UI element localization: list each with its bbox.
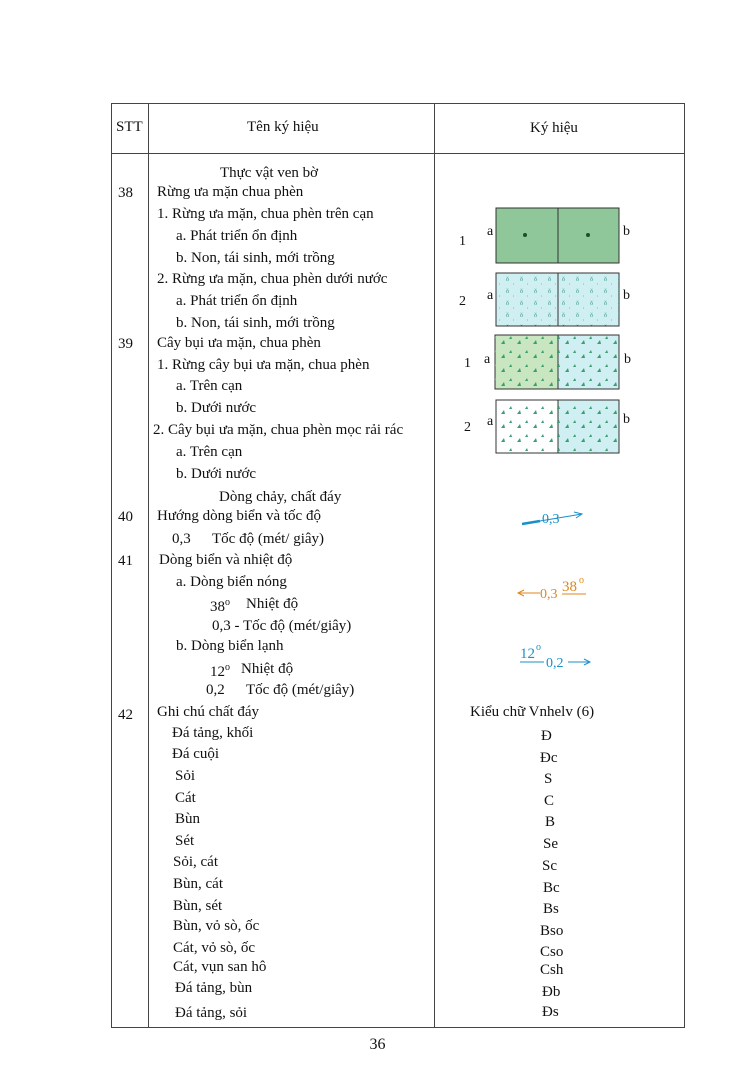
svg-text:38: 38 — [562, 579, 577, 595]
sediment-name: Bùn, vỏ sò, ốc — [173, 918, 260, 934]
sediment-name: Bùn, cát — [173, 876, 223, 892]
sediment-code: Đb — [542, 984, 561, 1000]
sediment-name: Đá tảng, khối — [172, 725, 254, 741]
row-41-warm-speed: 0,3 - Tốc độ (mét/giây) — [212, 618, 352, 634]
row-40-value: 0,3 — [172, 531, 191, 547]
row-39-item-1: 1. Rừng cây bụi ưa mặn, chua phèn — [157, 357, 370, 373]
symbol-39-2-number: 2 — [464, 420, 471, 435]
sediment-code: Đs — [542, 1004, 559, 1020]
header-name: Tên ký hiệu — [247, 119, 319, 135]
sediment-code: Se — [543, 836, 558, 852]
row-39-item-2: 2. Cây bụi ưa mặn, chua phèn mọc rải rác — [153, 422, 404, 438]
sediment-name: Sỏi, cát — [173, 854, 218, 870]
row-41-warm: a. Dòng biển nóng — [176, 574, 287, 590]
row-number-42: 42 — [118, 707, 133, 723]
header-symbol: Ký hiệu — [530, 120, 578, 136]
symbol-38-2-label-b: b — [623, 288, 630, 303]
row-41-cold: b. Dòng biển lạnh — [176, 638, 284, 654]
symbol-39-1-label-b: b — [624, 352, 631, 367]
sediment-name: Cát — [175, 790, 196, 806]
sediment-code: Bc — [543, 880, 560, 896]
row-41-cold-temp: 12$^o$ — [210, 662, 230, 680]
row-38-item-2b: b. Non, tái sinh, mới trồng — [176, 315, 335, 331]
sediment-code: Bs — [543, 901, 559, 917]
row-38-item-1b: b. Non, tái sinh, mới trồng — [176, 250, 335, 266]
sediment-code: Cso — [540, 944, 564, 960]
sediment-name: Cát, vụn san hô — [173, 959, 267, 975]
sediment-name: Sét — [175, 833, 195, 849]
page-number: 36 — [369, 1036, 386, 1053]
sediment-code: S — [544, 771, 553, 787]
row-38-title: Rừng ưa mặn chua phèn — [157, 184, 304, 200]
symbol-38-1-number: 1 — [459, 234, 466, 249]
row-39-item-2a: a. Trên cạn — [176, 444, 243, 460]
svg-text:o: o — [579, 575, 584, 586]
row-39-item-1b: b. Dưới nước — [176, 400, 257, 416]
row-number-40: 40 — [118, 509, 133, 525]
row-40-desc: Tốc độ (mét/ giây) — [212, 531, 325, 547]
row-38-item-2a: a. Phát triển ổn định — [176, 293, 298, 309]
symbol-38-1-label-a: a — [487, 224, 494, 239]
row-41-cold-speed-value: 0,2 — [206, 682, 225, 698]
row-41-cold-temp-label: Nhiệt độ — [241, 661, 294, 677]
row-41-warm-temp: 38$^o$ — [210, 597, 230, 615]
symbol-38-2-number: 2 — [459, 294, 466, 309]
row-38-item-1a: a. Phát triển ổn định — [176, 228, 298, 244]
sediment-name: Đá tảng, sỏi — [175, 1005, 248, 1021]
symbol-39-1-label-a: a — [484, 352, 491, 367]
sediment-name: Cát, vỏ sò, ốc — [173, 940, 256, 956]
svg-text:0,2: 0,2 — [546, 656, 564, 671]
svg-text:o: o — [536, 642, 541, 653]
header-stt: STT — [116, 119, 143, 135]
sediment-name: Bùn, sét — [173, 898, 223, 914]
row-40-title: Hướng dòng biển và tốc độ — [157, 508, 321, 524]
symbol-38-1-tree-a — [523, 233, 527, 237]
symbol-39-1-number: 1 — [464, 356, 471, 371]
section-title-vegetation: Thực vật ven bờ — [220, 165, 319, 181]
row-42-title: Ghi chú chất đáy — [157, 704, 260, 720]
sediment-code: Csh — [540, 962, 564, 978]
row-39-title: Cây bụi ưa mặn, chua phèn — [157, 335, 321, 351]
symbol-38-1-cell-a — [496, 208, 558, 263]
symbol-39-2-label-a: a — [487, 414, 494, 429]
sediment-name: Đá cuội — [172, 746, 220, 762]
row-41-warm-temp-label: Nhiệt độ — [246, 596, 299, 612]
symbol-40-current-arrow — [522, 512, 582, 527]
sediment-code: C — [544, 793, 555, 809]
row-41-cold-speed-label: Tốc độ (mét/giây) — [246, 682, 355, 698]
row-41-title: Dòng biển và nhiệt độ — [159, 552, 293, 568]
section-title-currents: Dòng chảy, chất đáy — [219, 489, 342, 505]
symbol-39-2-label-b: b — [623, 412, 630, 427]
row-42-font-note: Kiểu chữ Vnhelv (6) — [470, 704, 595, 720]
sediment-name: Sỏi — [175, 768, 196, 784]
sediment-code: Đ — [541, 728, 552, 744]
symbol-41-warm-current — [518, 575, 586, 602]
symbol-38-2-label-a: a — [487, 288, 494, 303]
sediment-name: Bùn — [175, 811, 201, 827]
svg-text:0,3: 0,3 — [542, 512, 560, 527]
row-number-39: 39 — [118, 336, 133, 352]
sediment-name: Đá tảng, bùn — [175, 980, 253, 996]
sediment-code: Bso — [540, 923, 564, 939]
svg-text:12: 12 — [520, 646, 535, 662]
sediment-code: B — [545, 814, 556, 830]
row-38-item-1: 1. Rừng ưa mặn, chua phèn trên cạn — [157, 206, 374, 222]
sediment-code: Đc — [540, 750, 558, 766]
row-39-item-2b: b. Dưới nước — [176, 466, 257, 482]
column-divider-stt — [148, 103, 149, 1028]
row-38-item-2: 2. Rừng ưa mặn, chua phèn dưới nước — [157, 271, 388, 287]
row-number-38: 38 — [118, 185, 133, 201]
symbol-drawings — [434, 153, 686, 693]
row-39-item-1a: a. Trên cạn — [176, 378, 243, 394]
symbol-38-1-tree-b — [586, 233, 590, 237]
symbol-41-cold-current — [520, 642, 590, 671]
row-number-41: 41 — [118, 553, 133, 569]
sediment-code: Sc — [542, 858, 557, 874]
symbol-38-1-label-b: b — [623, 224, 630, 239]
svg-text:0,3: 0,3 — [540, 587, 558, 602]
